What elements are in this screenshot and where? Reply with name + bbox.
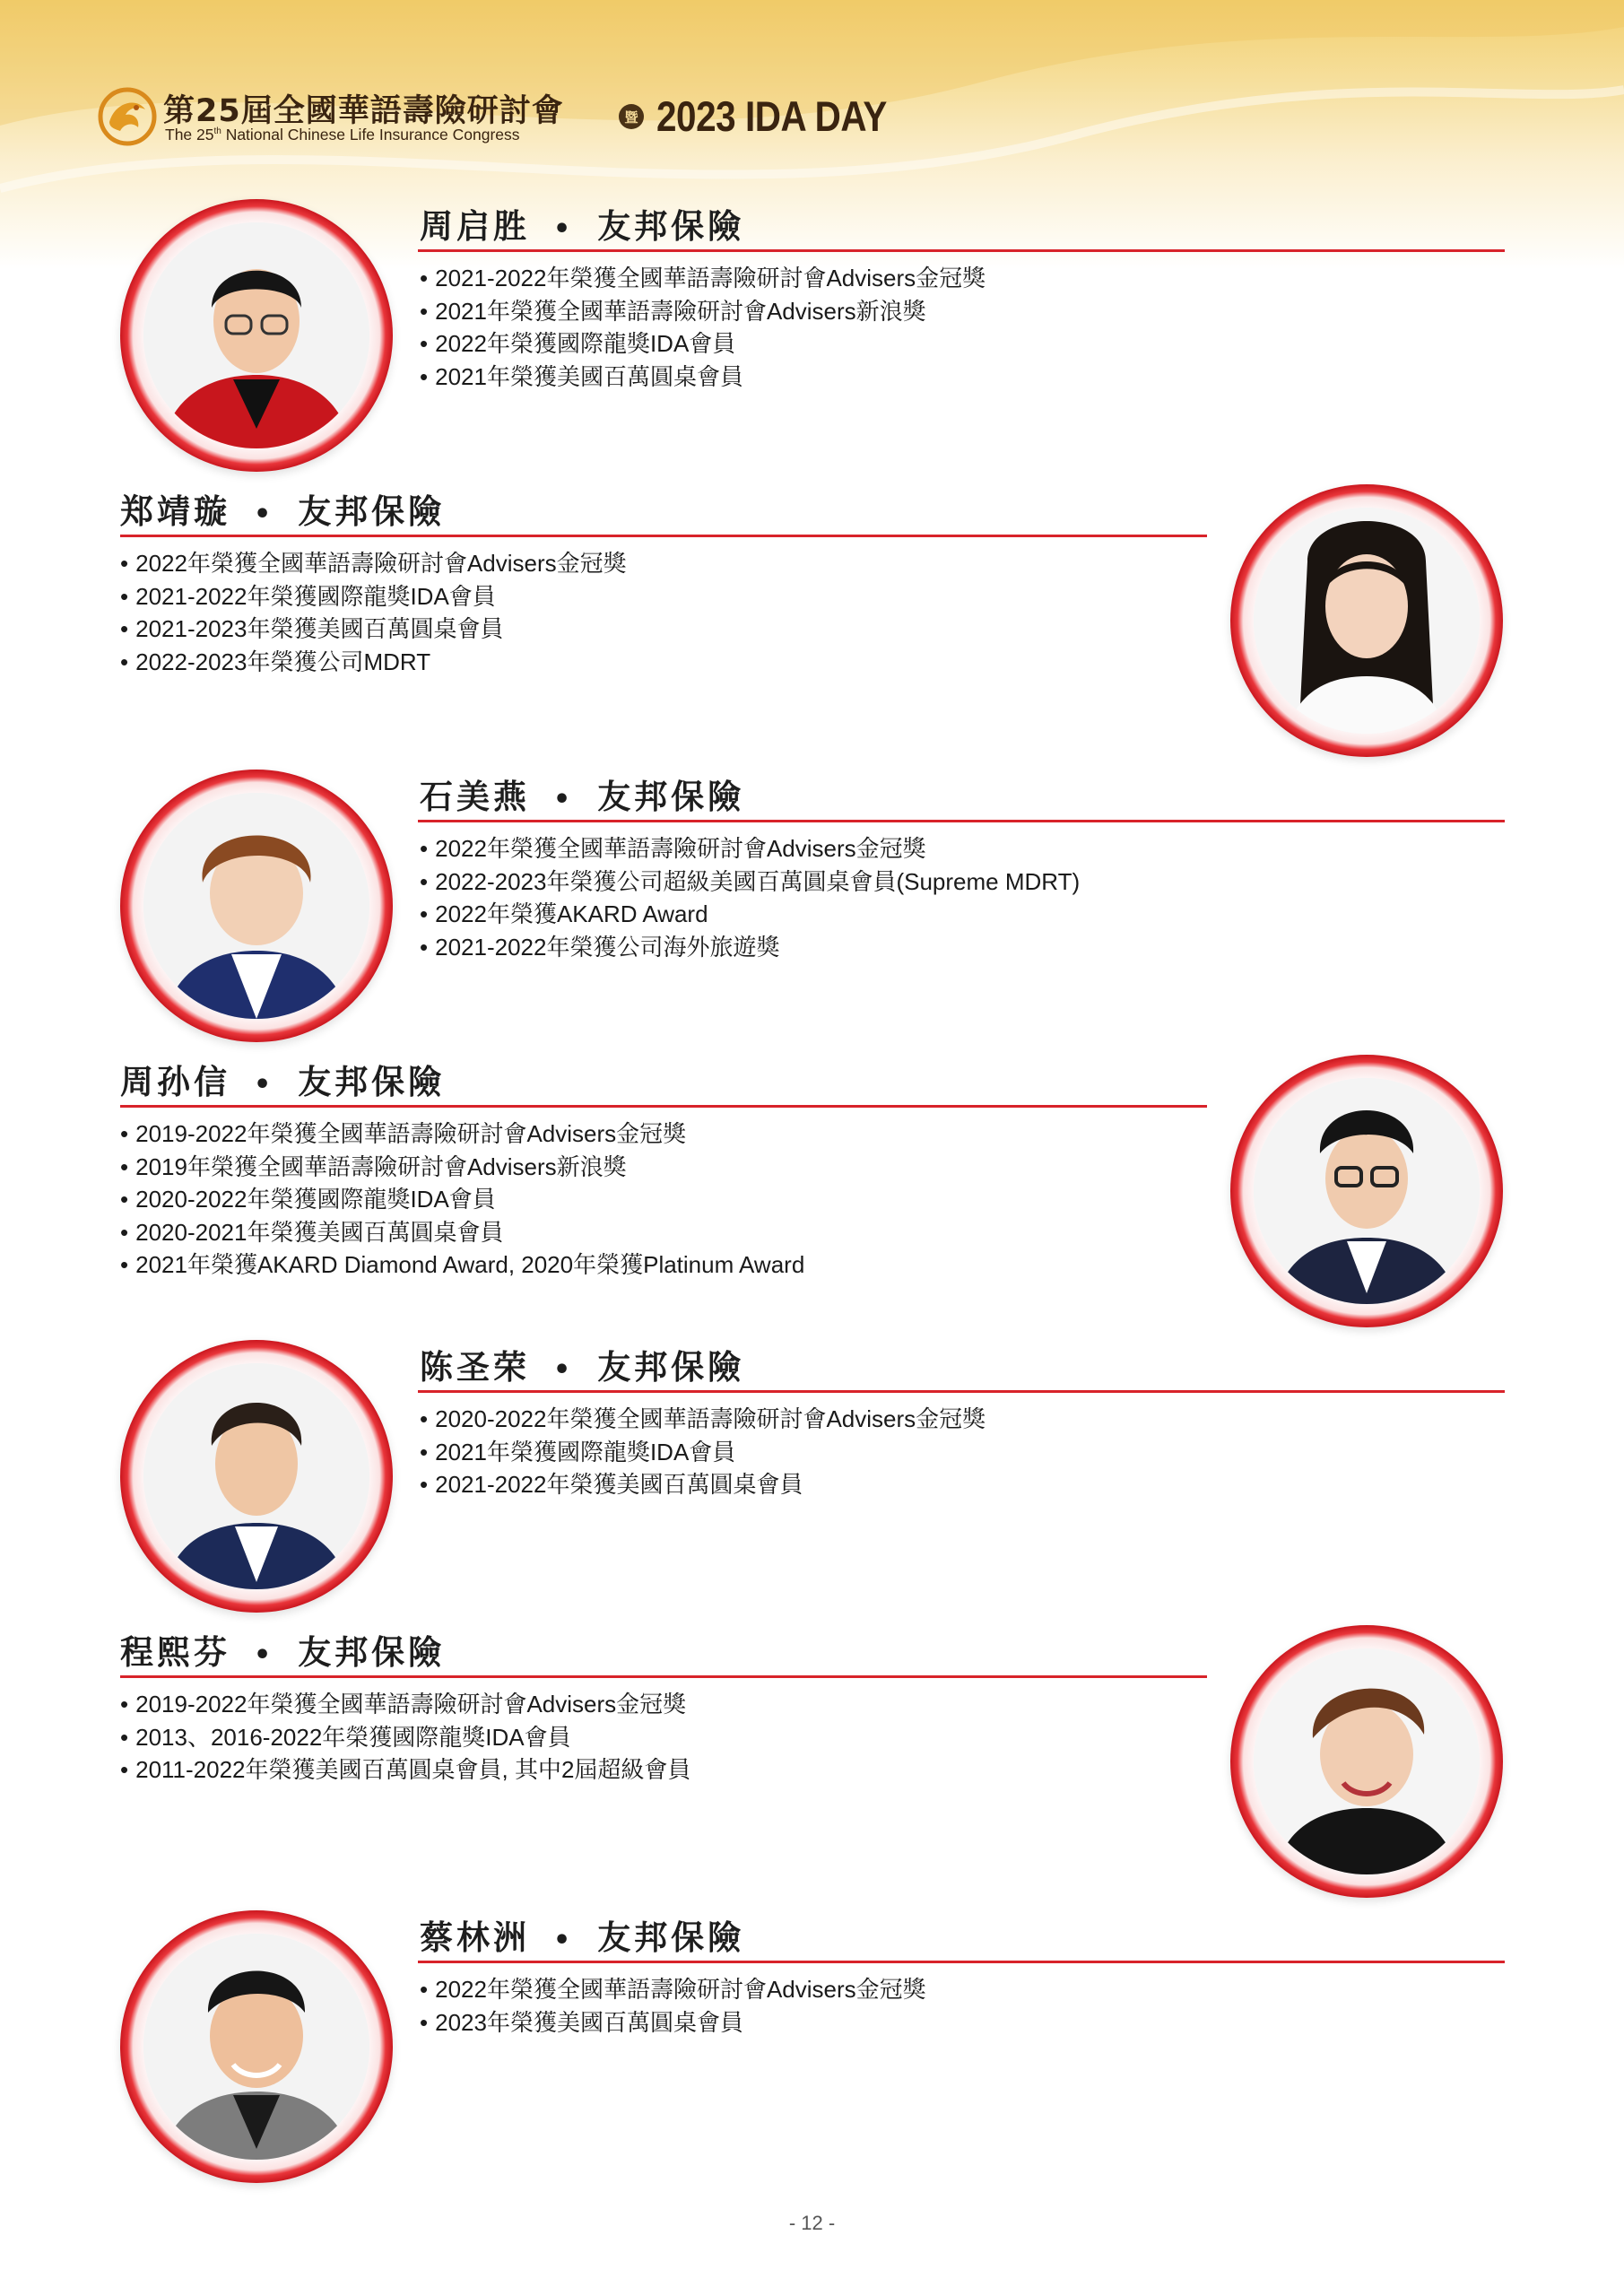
award-item: • 2020-2021年榮獲美國百萬圓桌會員 (120, 1216, 804, 1249)
profile-name-line (120, 1055, 445, 1103)
name-separator: • (254, 1069, 275, 1100)
profile-name: 陈圣荣 (420, 1348, 530, 1387)
award-item: • 2013、2016-2022年榮獲國際龍獎IDA會員 (120, 1721, 690, 1754)
portrait-photo (1254, 1078, 1480, 1304)
portrait-frame (1230, 484, 1503, 757)
profile-name-line (120, 484, 445, 533)
ji-badge: 暨 (619, 104, 644, 129)
award-item: • 2022年榮獲全國華語壽險研討會Advisers金冠獎 (420, 832, 1080, 865)
name-separator: • (553, 1354, 575, 1386)
red-divider (418, 249, 1505, 252)
name-separator: • (254, 499, 275, 530)
red-divider (418, 1390, 1505, 1393)
portrait-frame (1230, 1055, 1503, 1327)
profile-card (0, 1055, 1624, 1324)
award-item: • 2022-2023年榮獲公司超級美國百萬圓桌會員(Supreme MDRT) (420, 865, 1080, 899)
portrait-frame (120, 1910, 393, 2183)
awards-list (120, 1688, 690, 1787)
name-separator: • (254, 1639, 275, 1671)
award-item: • 2022年榮獲AKARD Award (420, 898, 1080, 931)
awards-list (120, 1118, 804, 1282)
profile-name-line (420, 1340, 744, 1388)
portrait-photo (143, 1934, 369, 2160)
profile-name-line (420, 770, 744, 818)
profile-card (0, 1910, 1624, 2179)
awards-list (420, 1973, 926, 2039)
profile-card (0, 770, 1624, 1039)
award-item: • 2019-2022年榮獲全國華語壽險研討會Advisers金冠獎 (120, 1688, 690, 1721)
award-item: • 2020-2022年榮獲國際龍獎IDA會員 (120, 1183, 804, 1216)
portrait-photo (1254, 1648, 1480, 1874)
profile-name-line (420, 199, 744, 248)
profile-name-line (420, 1910, 744, 1959)
profile-company: 友邦保險 (298, 1633, 446, 1672)
award-item: • 2022年榮獲全國華語壽險研討會Advisers金冠獎 (420, 1973, 926, 2006)
portrait-frame (120, 1340, 393, 1613)
profile-company: 友邦保險 (597, 778, 745, 816)
dragon-logo-icon (97, 86, 158, 147)
name-separator: • (553, 784, 575, 815)
profile-card (0, 1625, 1624, 1894)
award-item: • 2019年榮獲全國華語壽險研討會Advisers新浪獎 (120, 1151, 804, 1184)
red-divider (120, 535, 1207, 537)
portrait-frame (120, 770, 393, 1042)
red-divider (120, 1105, 1207, 1108)
award-item: • 2021年榮獲國際龍獎IDA會員 (420, 1436, 986, 1469)
portrait-frame (1230, 1625, 1503, 1898)
name-separator: • (553, 213, 575, 245)
portrait-photo (143, 1363, 369, 1589)
ida-day-title: 2023 IDA DAY (656, 92, 887, 140)
award-item: • 2021-2022年榮獲美國百萬圓桌會員 (420, 1468, 986, 1501)
award-item: • 2011-2022年榮獲美國百萬圓桌會員, 其中2屆超級會員 (120, 1753, 690, 1787)
portrait-photo (1254, 508, 1480, 734)
award-item: • 2021-2023年榮獲美國百萬圓桌會員 (120, 613, 627, 646)
congress-subtitle: The 25th National Chinese Life Insurance Congress (165, 126, 520, 144)
profile-card (0, 199, 1624, 468)
profile-company: 友邦保險 (597, 207, 745, 246)
award-item: • 2021年榮獲全國華語壽險研討會Advisers新浪獎 (420, 295, 986, 328)
profile-company: 友邦保險 (597, 1918, 745, 1957)
award-item: • 2021-2022年榮獲全國華語壽險研討會Advisers金冠獎 (420, 262, 986, 295)
portrait-frame (120, 199, 393, 472)
award-item: • 2021-2022年榮獲國際龍獎IDA會員 (120, 580, 627, 613)
profile-name: 蔡林洲 (420, 1918, 530, 1957)
award-item: • 2021年榮獲AKARD Diamond Award, 2020年榮獲Platinum Award (120, 1248, 804, 1282)
award-item: • 2020-2022年榮獲全國華語壽險研討會Advisers金冠獎 (420, 1403, 986, 1436)
award-item: • 2022-2023年榮獲公司MDRT (120, 646, 627, 679)
profile-name: 周孙信 (120, 1063, 230, 1101)
profile-name: 周启胜 (420, 207, 530, 246)
red-divider (418, 1961, 1505, 1963)
profile-name: 石美燕 (420, 778, 530, 816)
red-divider (120, 1675, 1207, 1678)
profile-name: 程熙芬 (120, 1633, 230, 1672)
profile-company: 友邦保險 (298, 492, 446, 531)
congress-title: 第25屆全國華語壽險研討會 (163, 93, 564, 129)
award-item: • 2022年榮獲全國華語壽險研討會Advisers金冠獎 (120, 547, 627, 580)
awards-list (420, 832, 1080, 963)
profile-name-line (120, 1625, 445, 1674)
award-item: • 2019-2022年榮獲全國華語壽險研討會Advisers金冠獎 (120, 1118, 804, 1151)
award-item: • 2023年榮獲美國百萬圓桌會員 (420, 2006, 926, 2039)
name-separator: • (553, 1925, 575, 1956)
awards-list (420, 1403, 986, 1501)
award-item: • 2021-2022年榮獲公司海外旅遊獎 (420, 931, 1080, 964)
profile-card (0, 1340, 1624, 1609)
award-item: • 2022年榮獲國際龍獎IDA會員 (420, 327, 986, 361)
awards-list (420, 262, 986, 393)
congress-header (97, 86, 904, 149)
profile-company: 友邦保險 (597, 1348, 745, 1387)
award-item: • 2021年榮獲美國百萬圓桌會員 (420, 361, 986, 394)
awards-list (120, 547, 627, 678)
portrait-photo (143, 222, 369, 448)
profile-card (0, 484, 1624, 753)
page-number: - 12 - (788, 2212, 836, 2234)
profile-name: 郑靖璇 (120, 492, 230, 531)
profile-company: 友邦保險 (298, 1063, 446, 1101)
red-divider (418, 820, 1505, 822)
portrait-photo (143, 793, 369, 1019)
